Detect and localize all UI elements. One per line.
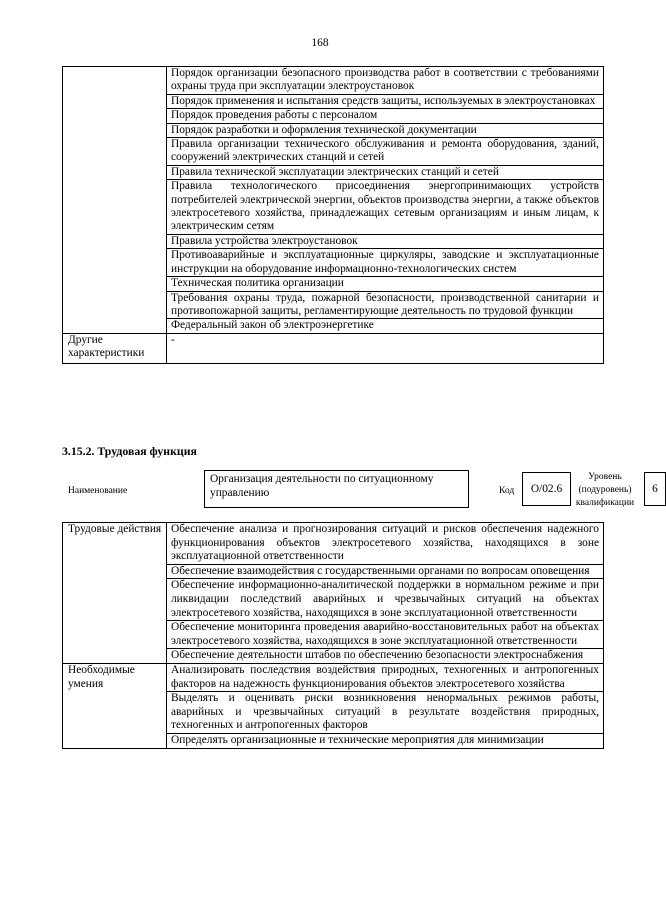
level-label: Уровень (подуровень) квалификации <box>575 472 635 508</box>
other-characteristics-value: - <box>167 333 604 363</box>
table-cell: Федеральный закон об электроэнергетике <box>167 319 604 333</box>
name-label: Наименование <box>68 486 128 496</box>
table-cell: Порядок разработки и оформления технической документации <box>167 123 604 137</box>
table-cell: Обеспечение мониторинга проведения аварийно-восстановительных работ на объектах электросетевого хозяйства, находящихся в зоне эксплуатационной ответственности <box>167 621 604 649</box>
table-cell: Обеспечение информационно-аналитической поддержки в нормальном режиме и при ликвидации последствий аварийных и чрезвычайных ситуаций на объектах электросетевого хозяйства, находящихся в зоне эксплуатационной ответственности <box>167 579 604 621</box>
other-characteristics-label: Другие характеристики <box>63 333 167 363</box>
table-cell: Правила устройства электроустановок <box>167 234 604 248</box>
table-cell: Требования охраны труда, пожарной безопасности, производственной санитарии и противопожарной защиты, регламентирующие деятельность по трудовой функции <box>167 291 604 319</box>
table-cell: Порядок организации безопасного производства работ в соответствии с требованиями охраны труда при эксплуатации электроустановок <box>167 67 604 95</box>
table-cell: Обеспечение взаимодействия с государственными органами по вопросам оповещения <box>167 564 604 579</box>
table-row <box>63 663 604 691</box>
table-row <box>63 67 604 95</box>
skills-label: Необходимые умения <box>63 663 167 748</box>
table-cell: Обеспечение анализа и прогнозирования ситуаций и рисков обеспечения надежного функционирования объектов электросетевого хозяйства, находящихся в зоне эксплуатационной ответственности <box>167 523 604 565</box>
function-header <box>62 470 658 512</box>
table-cell: Обеспечение деятельности штабов по обеспечению безопасности электроснабжения <box>167 649 604 664</box>
name-value: Организация деятельности по ситуационному управлению <box>204 470 469 508</box>
table-cell: Правила технической эксплуатации электрических станций и сетей <box>167 165 604 179</box>
table-cell: Анализировать последствия воздействия природных, техногенных и антропогенных факторов на надежность функционирования объектов электросетевого хозяйства <box>167 663 604 691</box>
table-row <box>63 333 604 363</box>
table-cell: Правила организации технического обслуживания и ремонта оборудования, зданий, сооружений электрических станций и сетей <box>167 138 604 166</box>
section-heading: 3.15.2. Трудовая функция <box>62 444 197 458</box>
table-cell: Техническая политика организации <box>167 277 604 291</box>
table-cell: Порядок проведения работы с персоналом <box>167 109 604 123</box>
code-value: О/02.6 <box>522 472 571 506</box>
empty-label-cell <box>63 67 167 334</box>
table-cell: Противоаварийные и эксплуатационные циркуляры, заводские и эксплуатационные инструкции на оборудование информационно-технологических систем <box>167 249 604 277</box>
level-value: 6 <box>644 472 666 506</box>
code-label: Код <box>499 486 515 496</box>
table-cell: Определять организационные и технические мероприятия для минимизации <box>167 733 604 748</box>
table-cell: Порядок применения и испытания средств защиты, используемых в электроустановках <box>167 94 604 108</box>
knowledge-table <box>62 66 604 364</box>
table-cell: Правила технологического присоединения энергопринимающих устройств потребителей электрической энергии, объектов производства энергии, а также объектов электросетевого хозяйства, принадлежащих сетевым организациям и иным лицам, к электрическим сетям <box>167 180 604 235</box>
page-number: 168 <box>311 37 329 49</box>
table-cell: Выделять и оценивать риски возникновения ненормальных режимов работы, аварийных и чрезвычайных ситуаций в результате воздействия природных, техногенных и антропогенных факторов <box>167 692 604 734</box>
actions-label: Трудовые действия <box>63 523 167 664</box>
table-row <box>63 523 604 565</box>
function-table <box>62 522 604 749</box>
